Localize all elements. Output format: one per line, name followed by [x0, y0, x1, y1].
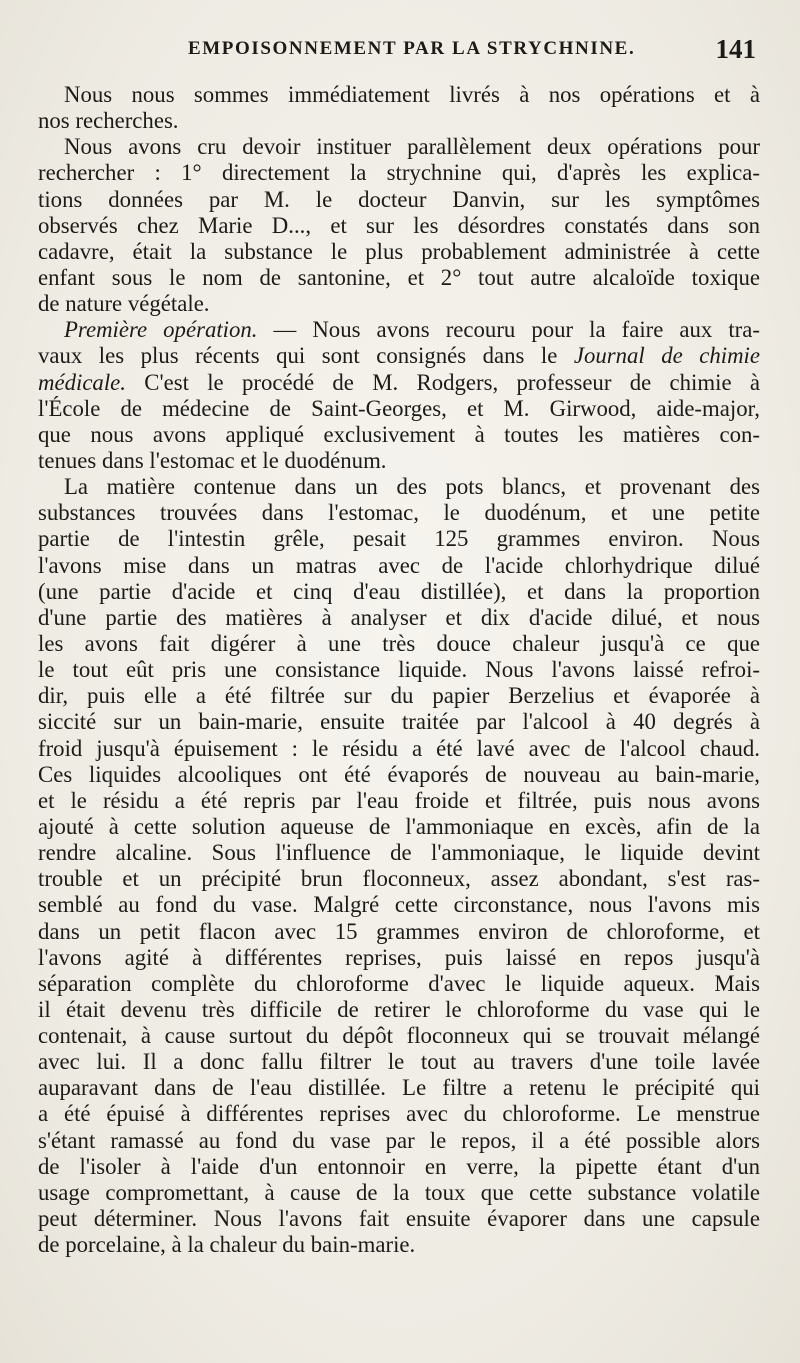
text-line: auparavant dans de l'eau distillée. Le filtre a retenu le précipité qui — [38, 1075, 760, 1101]
text-line — [38, 343, 760, 369]
text-line: La matière contenue dans un des pots blancs, et provenant des — [64, 474, 760, 500]
text-line: enfant sous le nom de santonine, et 2° tout autre alcaloïde toxique — [38, 264, 760, 290]
text-line: tenues dans l'estomac et le duodénum. — [38, 447, 387, 473]
text-line: substances trouvées dans l'estomac, le duodénum, et une petite — [38, 500, 760, 526]
text-line: Nous nous sommes immédiatement livrés à nos opérations et à — [64, 82, 760, 107]
text-line: que nous avons appliqué exclusivement à toutes les matières con- — [38, 421, 760, 447]
text-line: trouble et un précipité brun floconneux, assez abondant, s'est ras- — [38, 866, 760, 892]
text-line: dans un petit flacon avec 15 grammes environ de chloroforme, et — [38, 918, 760, 944]
text-line: observés chez Marie D..., et sur les désordres constatés dans son — [38, 212, 760, 238]
text-line: le tout eût pris une consistance liquide. Nous l'avons laissé refroi- — [38, 657, 760, 683]
text-line: ajouté à cette solution aqueuse de l'ammoniaque en excès, afin de la — [38, 813, 760, 839]
text-line: cadavre, était la substance le plus probablement administrée à cette — [38, 238, 760, 264]
text-line: contenait, à cause surtout du dépôt floconneux qui se trouvait mélangé — [38, 1023, 760, 1049]
text-line: (une partie d'acide et cinq d'eau distillée), et dans la proportion — [38, 578, 760, 604]
text-line: les avons fait digérer à une très douce chaleur jusqu'à ce que — [38, 630, 760, 656]
journal-title-italic: médicale. — [38, 369, 126, 395]
text-line — [38, 317, 760, 343]
text-line: tions données par M. le docteur Danvin, sur les symptômes — [38, 186, 760, 212]
running-title: EMPOISONNEMENT PAR LA STRYCHNINE. — [188, 38, 636, 59]
text-line: rendre alcaline. Sous l'influence de l'ammoniaque, le liquide devint — [38, 840, 760, 866]
page-number: 141 — [715, 34, 756, 64]
text-line: Nous avons cru devoir instituer parallèlement deux opérations pour — [64, 134, 760, 160]
text-line: semblé au fond du vase. Malgré cette circonstance, nous l'avons mis — [38, 892, 760, 918]
text-line: usage compromettant, à cause de la toux que cette substance volatile — [38, 1179, 760, 1205]
text-line: l'avons agité à différentes reprises, puis laissé en repos jusqu'à — [38, 944, 760, 970]
text-line: peut déterminer. Nous l'avons fait ensuite évaporer dans une capsule — [38, 1206, 760, 1232]
section-heading-italic: Première opération. — [64, 317, 258, 343]
text-line: il était devenu très difficile de retirer le chloroforme du vase qui le — [38, 996, 760, 1022]
text-line — [38, 370, 760, 396]
text-line: rechercher : 1° directement la strychnine qui, d'après les explica- — [38, 160, 760, 186]
page-header — [38, 34, 764, 74]
text-line: siccité sur un bain-marie, ensuite traitée par l'alcool à 40 degrés à — [38, 709, 760, 735]
text-line: l'École de médecine de Saint-Georges, et M. Girwood, aide-major, — [38, 395, 760, 421]
text-line: séparation complète du chloroforme d'avec le liquide aqueux. Mais — [38, 970, 760, 996]
text-line: avec lui. Il a donc fallu filtrer le tout au travers d'une toile lavée — [38, 1049, 760, 1075]
text-line: de porcelaine, à la chaleur du bain-marie. — [38, 1232, 416, 1258]
text-segment: C'est le procédé de M. Rodgers, professeur de chimie à — [125, 369, 760, 395]
journal-title-italic: Journal de chimie — [573, 343, 760, 369]
text-line: de l'isoler à l'aide d'un entonnoir en verre, la pipette étant d'un — [38, 1153, 760, 1179]
text-line: partie de l'intestin grêle, pesait 125 grammes environ. Nous — [38, 526, 760, 552]
text-line: d'une partie des matières à analyser et dix d'acide dilué, et nous — [38, 604, 760, 630]
text-line: Ces liquides alcooliques ont été évaporés de nouveau au bain-marie, — [38, 761, 760, 787]
text-line: dir, puis elle a été filtrée sur du papier Berzelius et évaporée à — [38, 683, 760, 709]
text-line: s'étant ramassé au fond du vase par le repos, il a été possible alors — [38, 1127, 760, 1153]
text-line: a été épuisé à différentes reprises avec du chloroforme. Le menstrue — [38, 1101, 760, 1127]
text-line: et le résidu a été repris par l'eau froide et filtrée, puis nous avons — [38, 787, 760, 813]
text-segment: vaux les plus récents qui sont consignés dans le — [38, 343, 574, 369]
text-line: froid jusqu'à épuisement : le résidu a été lavé avec de l'alcool chaud. — [38, 735, 760, 761]
text-segment: — Nous avons recouru pour la faire aux tra- — [257, 317, 760, 343]
text-line: l'avons mise dans un matras avec de l'acide chlorhydrique dilué — [38, 552, 760, 578]
text-line: nos recherches. — [38, 108, 179, 134]
text-line: de nature végétale. — [38, 291, 210, 317]
body-text — [38, 82, 760, 1258]
